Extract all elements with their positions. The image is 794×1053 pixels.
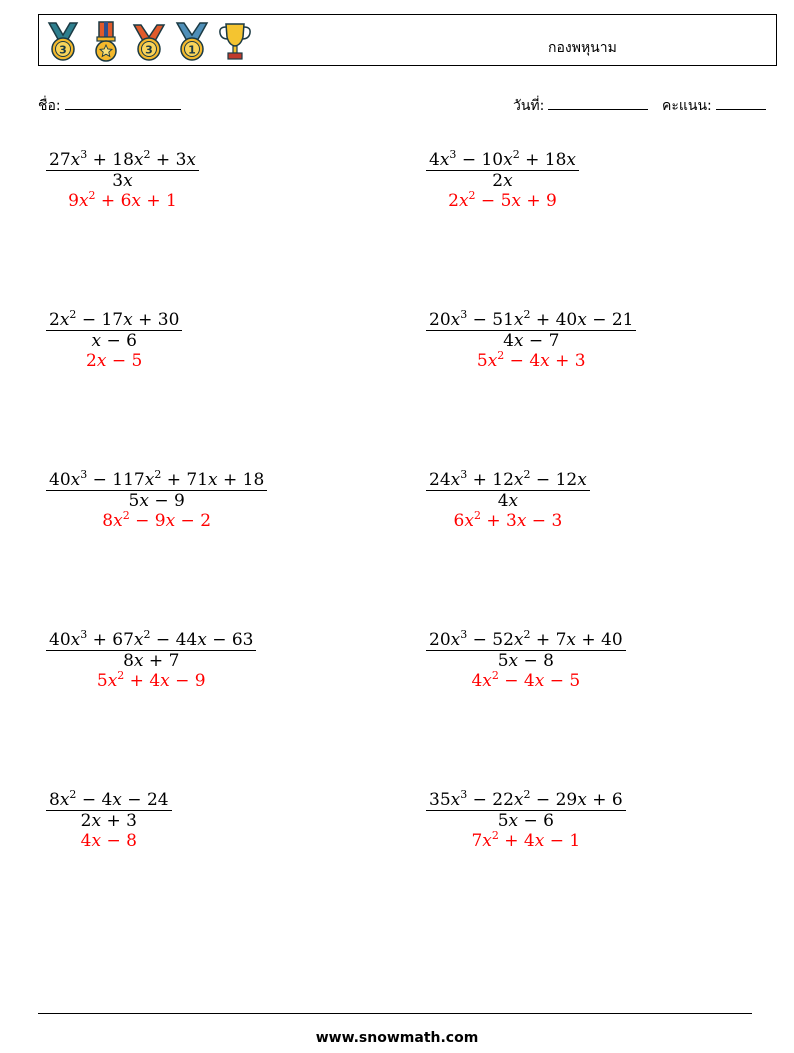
- variable-x: x: [540, 351, 550, 371]
- exponent: 3: [460, 308, 468, 321]
- variable-x: x: [133, 150, 144, 170]
- variable-x: x: [133, 651, 144, 671]
- exponent: 2: [491, 829, 499, 842]
- numerator: $20x^3 - 51x^2 + 40x - 21$: [429, 308, 634, 330]
- variable-x: x: [508, 811, 519, 831]
- problem: [426, 790, 626, 851]
- variable-x: x: [208, 470, 218, 490]
- denominator: 5x − 8: [497, 651, 554, 671]
- exponent: 2: [512, 148, 520, 161]
- problem: [426, 630, 626, 691]
- denominator: 4x: [497, 491, 519, 511]
- numerator: $40x^3 + 67x^2 - 44x - 63$: [49, 628, 254, 650]
- problem: [426, 310, 636, 371]
- exponent: 2: [523, 468, 531, 481]
- variable-x: x: [439, 150, 450, 170]
- answer: $4x^2 - 4x - 5$: [471, 669, 581, 691]
- denominator: x − 6: [91, 331, 137, 351]
- numerator: $27x^3 + 18x^2 + 3x$: [49, 148, 196, 170]
- exponent: 2: [523, 308, 531, 321]
- answer: 2x − 5: [86, 351, 143, 371]
- score-label: คะแนน:: [662, 98, 712, 114]
- exponent: 2: [143, 628, 151, 641]
- variable-x: x: [513, 790, 524, 810]
- numerator: $35x^3 - 22x^2 - 29x + 6$: [429, 788, 623, 810]
- answer: $6x^2 + 3x - 3$: [453, 509, 563, 531]
- problem: [46, 310, 182, 371]
- variable-x: x: [96, 351, 107, 371]
- variable-x: x: [91, 811, 102, 831]
- variable-x: x: [59, 310, 70, 330]
- numerator: $8x^2 - 4x - 24$: [49, 788, 169, 810]
- answer: $5x^2 - 4x + 3$: [476, 349, 586, 371]
- problem: [46, 630, 256, 691]
- variable-x: x: [112, 790, 122, 810]
- name-blank[interactable]: [65, 95, 181, 110]
- problem: [426, 150, 579, 211]
- variable-x: x: [123, 171, 133, 191]
- variable-x: x: [577, 790, 587, 810]
- exponent: 3: [460, 788, 468, 801]
- variable-x: x: [160, 671, 170, 691]
- exponent: 3: [80, 148, 88, 161]
- svg-text:3: 3: [145, 43, 153, 57]
- medal-icons: [43, 19, 255, 63]
- variable-x: x: [165, 511, 176, 531]
- variable-x: x: [133, 630, 144, 650]
- score-blank[interactable]: [716, 95, 766, 110]
- exponent: 2: [523, 788, 531, 801]
- exponent: 2: [69, 308, 77, 321]
- variable-x: x: [123, 310, 133, 330]
- variable-x: x: [513, 470, 524, 490]
- numerator: $24x^3 + 12x^2 - 12x$: [429, 468, 587, 490]
- variable-x: x: [70, 630, 81, 650]
- variable-x: x: [139, 491, 149, 511]
- exponent: 3: [80, 628, 88, 641]
- denominator: 5x − 6: [497, 811, 554, 831]
- variable-x: x: [91, 831, 102, 851]
- variable-x: x: [113, 511, 123, 531]
- variable-x: x: [482, 831, 492, 851]
- problem: [426, 470, 590, 531]
- variable-x: x: [577, 310, 587, 330]
- exponent: 3: [80, 468, 88, 481]
- exponent: 3: [460, 628, 468, 641]
- variable-x: x: [59, 790, 70, 810]
- variable-x: x: [566, 150, 576, 170]
- variable-x: x: [508, 651, 519, 671]
- variable-x: x: [91, 331, 102, 351]
- numerator: $20x^3 - 52x^2 + 7x + 40$: [429, 628, 623, 650]
- denominator: 2x + 3: [80, 811, 137, 831]
- variable-x: x: [70, 470, 81, 490]
- variable-x: x: [70, 150, 81, 170]
- exponent: 2: [117, 669, 125, 682]
- variable-x: x: [487, 351, 498, 371]
- exponent: 2: [154, 468, 162, 481]
- medal-3-icon: [129, 19, 169, 63]
- exponent: 2: [69, 788, 77, 801]
- variable-x: x: [450, 630, 461, 650]
- variable-x: x: [450, 310, 461, 330]
- exponent: 2: [468, 189, 476, 202]
- exponent: 2: [491, 669, 499, 682]
- name-field: [38, 95, 181, 117]
- variable-x: x: [482, 671, 492, 691]
- date-label: วันที่:: [513, 98, 545, 114]
- numerator: $4x^3 - 10x^2 + 18x$: [429, 148, 576, 170]
- exponent: 2: [473, 509, 481, 522]
- variable-x: x: [511, 191, 521, 211]
- medal-3-icon: [43, 19, 83, 63]
- problem: [46, 470, 267, 531]
- problem: [46, 150, 199, 211]
- variable-x: x: [503, 150, 513, 170]
- exponent: 3: [460, 468, 468, 481]
- date-field: [513, 95, 648, 117]
- variable-x: x: [197, 630, 207, 650]
- score-field: [662, 95, 766, 117]
- svg-text:3: 3: [59, 43, 67, 57]
- denominator: 5x − 9: [128, 491, 185, 511]
- exponent: 2: [523, 628, 531, 641]
- answer: $2x^2 - 5x + 9$: [448, 189, 557, 211]
- variable-x: x: [131, 191, 141, 211]
- variable-x: x: [577, 470, 587, 490]
- denominator: 3x: [112, 171, 133, 191]
- answer: $7x^2 + 4x - 1$: [471, 829, 581, 851]
- date-blank[interactable]: [548, 95, 648, 110]
- variable-x: x: [458, 191, 469, 211]
- medal-star-icon: [86, 19, 126, 63]
- denominator: 2x: [492, 171, 513, 191]
- variable-x: x: [503, 171, 513, 191]
- exponent: 2: [88, 189, 96, 202]
- denominator: 8x + 7: [123, 651, 180, 671]
- footer-divider: [38, 1013, 752, 1014]
- variable-x: x: [450, 470, 461, 490]
- answer: $5x^2 + 4x - 9$: [96, 669, 206, 691]
- trophy-icon: [215, 19, 255, 63]
- exponent: 3: [449, 148, 457, 161]
- svg-text:1: 1: [188, 43, 196, 57]
- variable-x: x: [516, 511, 527, 531]
- denominator: 4x − 7: [503, 331, 560, 351]
- variable-x: x: [513, 331, 524, 351]
- problem: [46, 790, 172, 851]
- variable-x: x: [464, 511, 474, 531]
- exponent: 2: [122, 509, 130, 522]
- variable-x: x: [107, 671, 118, 691]
- name-label: ชื่อ:: [38, 98, 61, 114]
- variable-x: x: [534, 831, 545, 851]
- numerator: $40x^3 - 117x^2 + 71x + 18$: [49, 468, 265, 490]
- variable-x: x: [566, 630, 576, 650]
- numerator: $2x^2 - 17x + 30$: [49, 308, 180, 330]
- answer: $8x^2 - 9x - 2$: [102, 509, 212, 531]
- answer: $9x^2 + 6x + 1$: [68, 189, 177, 211]
- exponent: 2: [143, 148, 151, 161]
- variable-x: x: [144, 470, 155, 490]
- variable-x: x: [78, 191, 89, 211]
- answer: 4x − 8: [80, 831, 137, 851]
- worksheet-header: [38, 14, 777, 66]
- variable-x: x: [450, 790, 461, 810]
- variable-x: x: [513, 310, 524, 330]
- medal-1-icon: [172, 19, 212, 63]
- variable-x: x: [534, 671, 545, 691]
- variable-x: x: [508, 491, 519, 511]
- footer-website[interactable]: www.snowmath.com: [315, 1030, 479, 1046]
- variable-x: x: [186, 150, 196, 170]
- worksheet-title: กองพหุนาม: [548, 40, 617, 56]
- exponent: 2: [497, 349, 505, 362]
- variable-x: x: [513, 630, 524, 650]
